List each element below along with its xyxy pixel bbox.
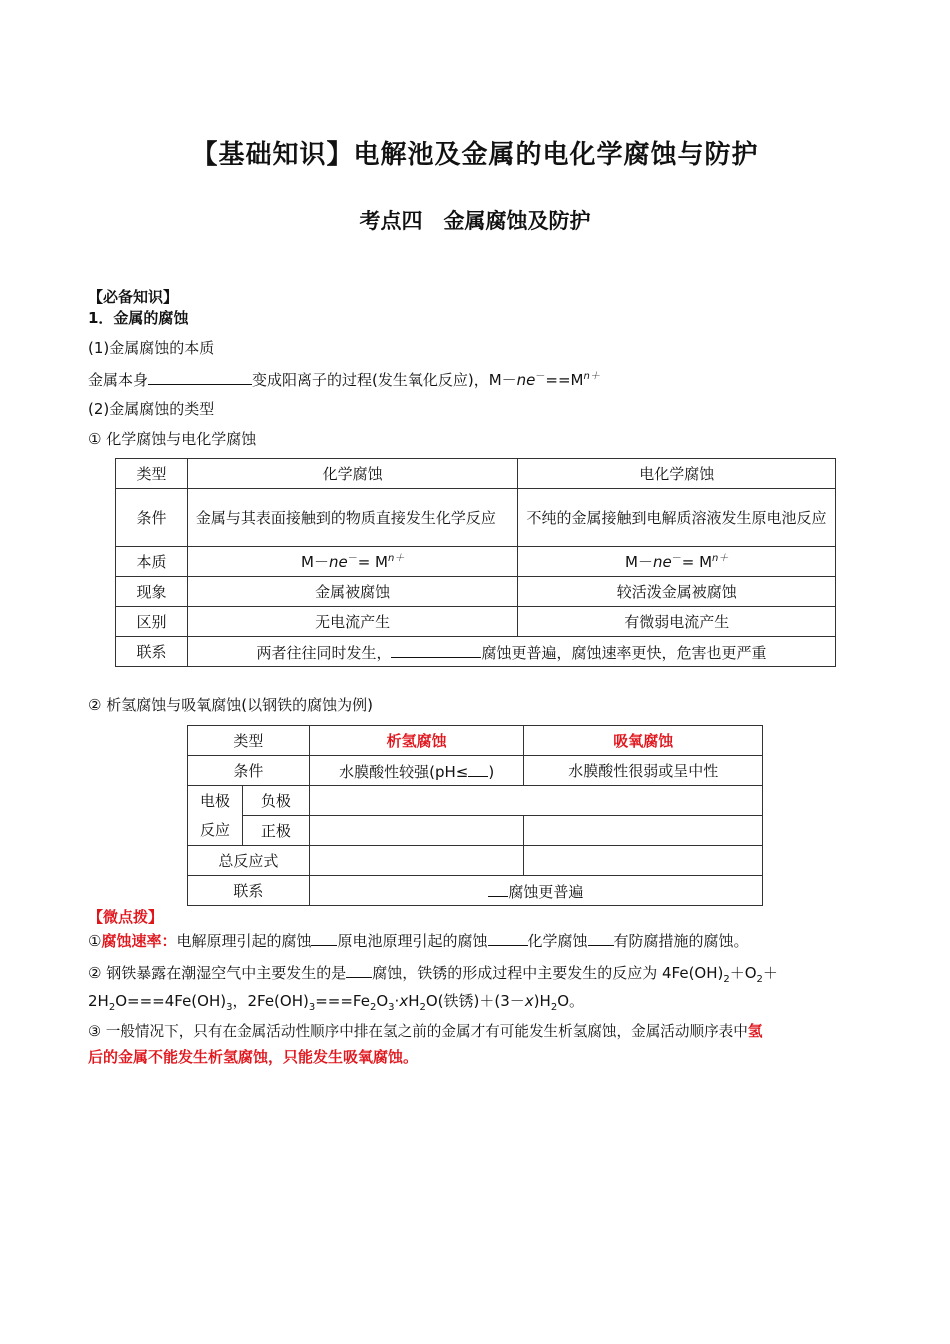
table-row: 电极 反应 负极 xyxy=(188,786,763,816)
paragraph-chem-vs-echem: ① 化学腐蚀与电化学腐蚀 xyxy=(88,430,257,448)
table-row: 现象 金属被腐蚀 较活泼金属被腐蚀 xyxy=(116,577,836,607)
table-row: 联系 两者往往同时发生， 腐蚀更普遍，腐蚀速率更快，危害也更严重 xyxy=(116,637,836,667)
hydrogen-oxygen-table xyxy=(187,725,763,906)
tip-2: ② 钢铁暴露在潮湿空气中主要发生的是 腐蚀，铁锈的形成过程中主要发生的反应为 $4Fe(OH)_2+O_2+$ xyxy=(88,961,778,984)
tip-3-line2: 后的金属不能发生析氢腐蚀，只能发生吸氧腐蚀。 xyxy=(88,1048,419,1066)
fill-blank xyxy=(468,760,488,777)
nature-formula: $M-ne^-= M^{n+}$ xyxy=(518,547,836,577)
table-row: 总反应式 xyxy=(188,846,763,876)
table-row: 类型 析氢腐蚀 吸氧腐蚀 xyxy=(188,726,763,756)
table-row: 正极 xyxy=(188,816,763,846)
answer-cell[interactable] xyxy=(309,846,524,876)
table-row: 本质 $M-ne^-= M^{n+}$ $M-ne^-= M^{n+}$ xyxy=(116,547,836,577)
section-subtitle: 考点四 金属腐蚀及防护 xyxy=(359,209,591,233)
table-row: 类型 化学腐蚀 电化学腐蚀 xyxy=(116,459,836,489)
paragraph-essence-detail: 金属本身 变成阳离子的过程(发生氧化反应)，$M-ne^-==M^{n+}$ xyxy=(88,368,600,391)
table-row: 区别 无电流产生 有微弱电流产生 xyxy=(116,607,836,637)
tip-1: ①腐蚀速率：电解原理引起的腐蚀 原电池原理引起的腐蚀 化学腐蚀 有防腐措施的腐蚀。 xyxy=(88,929,749,952)
table-row: 条件 水膜酸性较强(pH≤ ) 水膜酸性很弱或呈中性 xyxy=(188,756,763,786)
tip-3: ③ 一般情况下，只有在金属活动性顺序中排在氢之前的金属才有可能发生析氢腐蚀，金属活动顺序表中氢 xyxy=(88,1023,763,1040)
corrosion-type-table xyxy=(115,458,836,667)
paragraph-essence: (1)金属腐蚀的本质 xyxy=(88,339,215,357)
nature-formula: $M-ne^-= M^{n+}$ xyxy=(187,547,518,577)
fill-blank xyxy=(311,929,337,946)
table-row: 联系 腐蚀更普遍 xyxy=(188,876,763,906)
answer-cell[interactable] xyxy=(524,846,763,876)
answer-cell[interactable] xyxy=(524,816,763,846)
tip-2-line2: $2H_2O===4Fe(OH)_3$，$2Fe(OH)_3===Fe_2O_3\cdot xH_2O$(铁锈)$+(3-x)H_2O$。 xyxy=(88,992,584,1013)
fill-blank xyxy=(588,929,614,946)
fill-blank xyxy=(148,368,252,385)
page-title: 【基础知识】电解池及金属的电化学腐蚀与防护 xyxy=(191,140,759,170)
item1-heading: 1．金属的腐蚀 xyxy=(88,309,189,327)
fill-blank xyxy=(391,641,481,658)
fill-blank xyxy=(488,929,528,946)
table-row: 条件 金属与其表面接触到的物质直接发生化学反应 不纯的金属接触到电解质溶液发生原电池反应 xyxy=(116,489,836,547)
fill-blank xyxy=(488,880,508,897)
fill-blank xyxy=(346,961,372,978)
paragraph-types: (2)金属腐蚀的类型 xyxy=(88,400,215,418)
answer-cell[interactable] xyxy=(309,816,524,846)
tip-heading: 【微点拨】 xyxy=(88,908,164,926)
answer-cell[interactable] xyxy=(309,786,762,816)
required-knowledge-heading: 【必备知识】 xyxy=(88,288,179,306)
paragraph-hydrogen-vs-oxygen: ② 析氢腐蚀与吸氧腐蚀(以钢铁的腐蚀为例) xyxy=(88,696,373,714)
